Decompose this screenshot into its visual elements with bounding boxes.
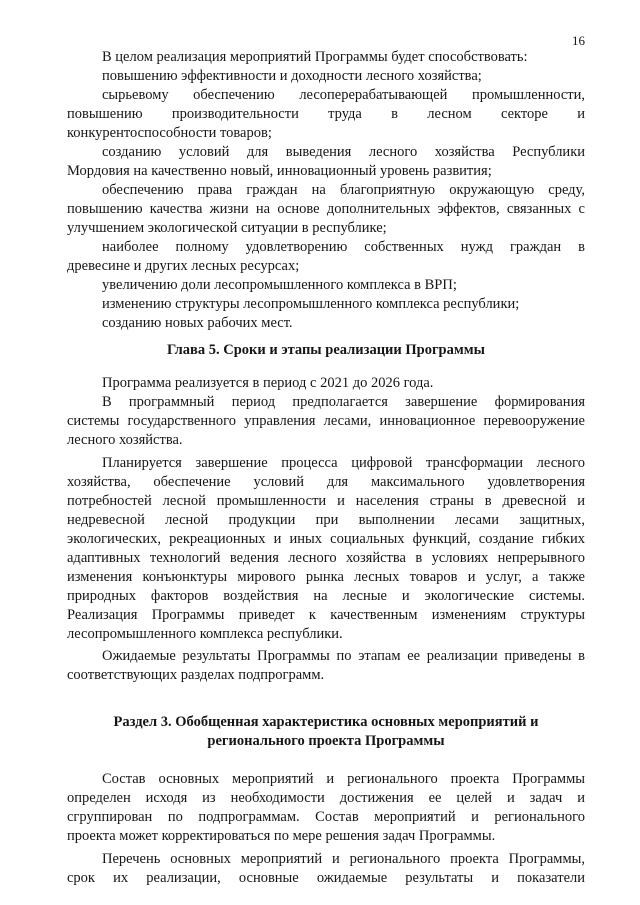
chapter-line: системы государственного управления лесами, инновационное перевооружение (67, 413, 585, 429)
intro-line: В целом реализация мероприятий Программы будет способствовать: (102, 49, 528, 65)
intro-line: Мордовия на качественно новый, инновационный уровень развития; (67, 163, 492, 179)
chapter-line: хозяйства, обеспечение условий для максимального удовлетворения (67, 474, 585, 490)
section-line: проекта может корректироваться по мере решения задач Программы. (67, 828, 496, 844)
section-line: Перечень основных мероприятий и регионального проекта Программы, (102, 851, 585, 867)
chapter-line: изменения конъюнктуры мирового рынка лесных товаров и услуг, а также (67, 569, 585, 585)
section-line: определен исходя из необходимости достижения ее целей и задач и (67, 790, 585, 806)
chapter-line: лесопромышленного комплекса республики. (67, 626, 343, 642)
chapter-line: соответствующих разделах подпрограмм. (67, 667, 325, 683)
intro-line: повышению качества жизни на основе дополнительных эффектов, связанных с (67, 201, 585, 217)
section-line: срок их реализации, основные ожидаемые результаты и показатели (67, 870, 585, 886)
section-heading-line: регионального проекта Программы (207, 733, 445, 749)
chapter-line: адаптивных технологий ведения лесного хозяйства в условиях непрерывного (67, 550, 585, 566)
intro-line: улучшением экологической ситуации в республике; (67, 220, 387, 236)
chapter-line: природных факторов воздействия на лесные и экологические системы. (67, 588, 585, 604)
intro-line: обеспечению права граждан на благоприятную окружающую среду, (102, 182, 585, 198)
chapter-line: Программа реализуется в период с 2021 до 2026 года. (102, 375, 434, 391)
chapter-line: лесного хозяйства. (67, 432, 183, 448)
intro-line: повышению эффективности и доходности лесного хозяйства; (102, 68, 482, 84)
chapter-line: недревесной лесной продукции при выполнении лесами защитных, (67, 512, 585, 528)
chapter-line: Ожидаемые результаты Программы по этапам ее реализации приведены в (102, 648, 585, 664)
intro-line: древесине и других лесных ресурсах; (67, 258, 300, 274)
chapter-line: Реализация Программы приведет к качественным изменениям структуры (67, 607, 585, 623)
intro-line: созданию условий для выведения лесного хозяйства Республики (102, 144, 585, 160)
chapter-line: Планируется завершение процесса цифровой трансформации лесного (102, 455, 585, 471)
intro-line: сырьевому обеспечению лесоперерабатывающей промышленности, (102, 87, 585, 103)
section-line: сгруппирован по подпрограммам. Состав мероприятий и регионального (67, 809, 585, 825)
section-heading-line: Раздел 3. Обобщенная характеристика основных мероприятий и (113, 714, 539, 730)
chapter-line: потребностей лесной промышленности и населения страны в древесной и (67, 493, 585, 509)
intro-line: изменению структуры лесопромышленного комплекса республики; (102, 296, 520, 312)
chapter-line: экологических, рекреационных и иных социальных функций, создание гибких (67, 531, 585, 547)
section-line: Состав основных мероприятий и регионального проекта Программы (102, 771, 585, 787)
intro-line: увеличению доли лесопромышленного комплекса в ВРП; (102, 277, 457, 293)
intro-line: созданию новых рабочих мест. (102, 315, 293, 331)
chapter-line: В программный период предполагается завершение формирования (102, 394, 585, 410)
intro-line: повышению производительности труда в лесном секторе и (67, 106, 585, 122)
page-number: 16 (572, 33, 585, 48)
chapter-heading: Глава 5. Сроки и этапы реализации Программы (167, 342, 485, 358)
intro-line: наиболее полному удовлетворению собственных нужд граждан в (102, 239, 585, 255)
intro-line: конкурентоспособности товаров; (67, 125, 272, 141)
